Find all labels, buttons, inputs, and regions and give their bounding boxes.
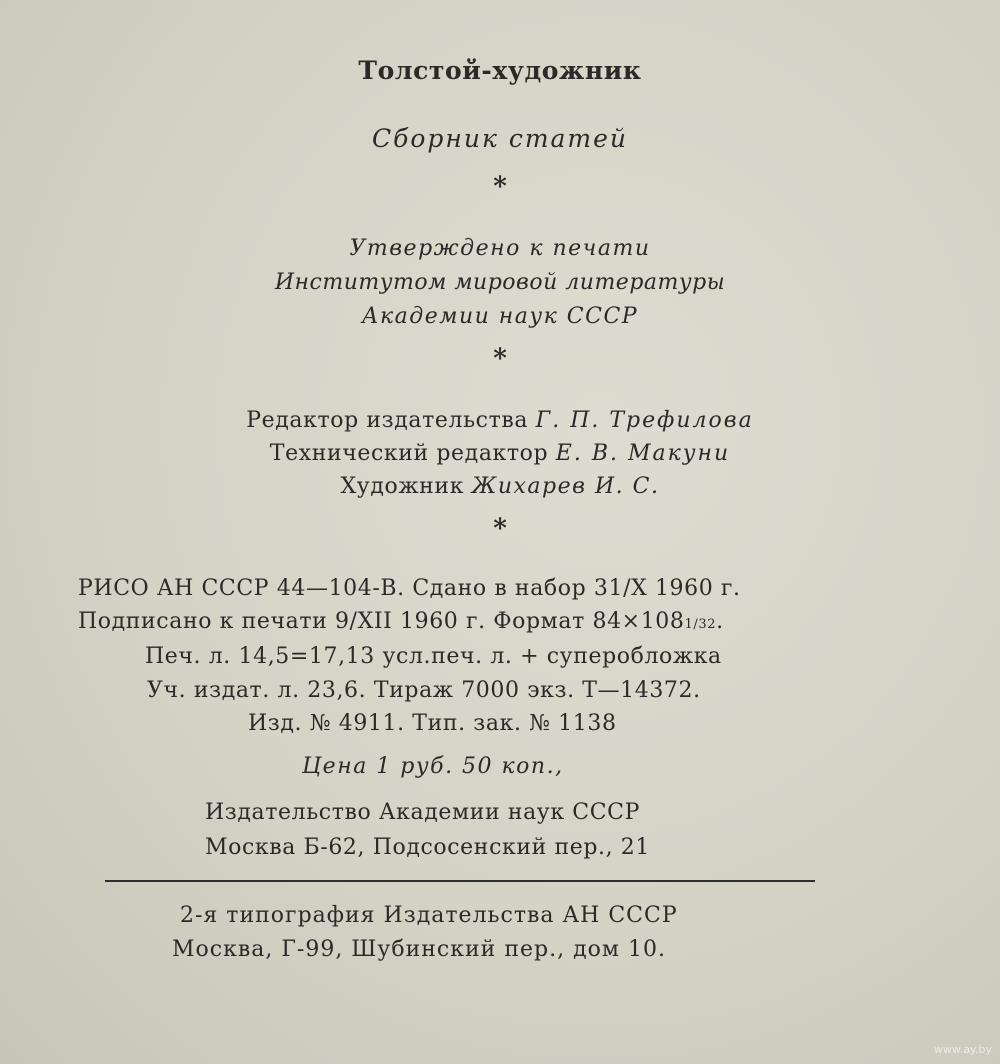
price-line: Цена 1 руб. 50 коп., <box>302 754 564 779</box>
artist-line <box>0 474 1000 499</box>
imprint-line-3: Печ. л. 14,5=17,13 усл.печ. л. + суперобложка <box>145 644 722 669</box>
imprint-line-2-end: . <box>716 609 724 634</box>
editor-line <box>0 408 1000 433</box>
separator-star: * <box>493 514 507 544</box>
imprint-line-4: Уч. издат. л. 23,6. Тираж 7000 экз. Т—14372. <box>147 678 701 703</box>
site-watermark: www.ay.by <box>933 1043 992 1056</box>
book-title: Толстой-художник <box>358 56 642 85</box>
tech-editor-line <box>0 441 1000 466</box>
imprint-line-5: Изд. № 4911. Тип. зак. № 1138 <box>248 711 617 736</box>
imprint-line-2-main: Подписано к печати 9/XII 1960 г. Формат 84×108 <box>78 609 685 634</box>
printer-name: 2-я типография Издательства АН СССР <box>180 903 678 928</box>
book-subtitle: Сборник статей <box>371 124 629 153</box>
editor-name: Г. П. Трефилова <box>535 408 754 433</box>
imprint-line-1: РИСО АН СССР 44—104-В. Сдано в набор 31/Х 1960 г. <box>78 576 741 601</box>
separator-star: * <box>493 172 507 202</box>
publisher-address: Москва Б-62, Подсосенский пер., 21 <box>205 835 650 860</box>
publisher-name: Издательство Академии наук СССР <box>205 800 640 825</box>
editor-role: Редактор издательства <box>246 408 529 433</box>
artist-role: Художник <box>340 474 465 499</box>
tech-editor-name: Е. В. Макуни <box>555 441 731 466</box>
imprint-line-2 <box>78 609 724 634</box>
artist-name: Жихарев И. С. <box>471 474 660 499</box>
approval-line-1: Утверждено к печати <box>349 236 651 261</box>
separator-star: * <box>493 344 507 374</box>
tech-editor-role: Технический редактор <box>269 441 549 466</box>
divider-rule <box>105 880 815 882</box>
approval-line-3: Академии наук СССР <box>361 304 639 329</box>
format-fraction: 1/32 <box>684 617 717 632</box>
approval-line-2: Институтом мировой литературы <box>274 270 726 295</box>
printer-address: Москва, Г-99, Шубинский пер., дом 10. <box>172 937 666 962</box>
